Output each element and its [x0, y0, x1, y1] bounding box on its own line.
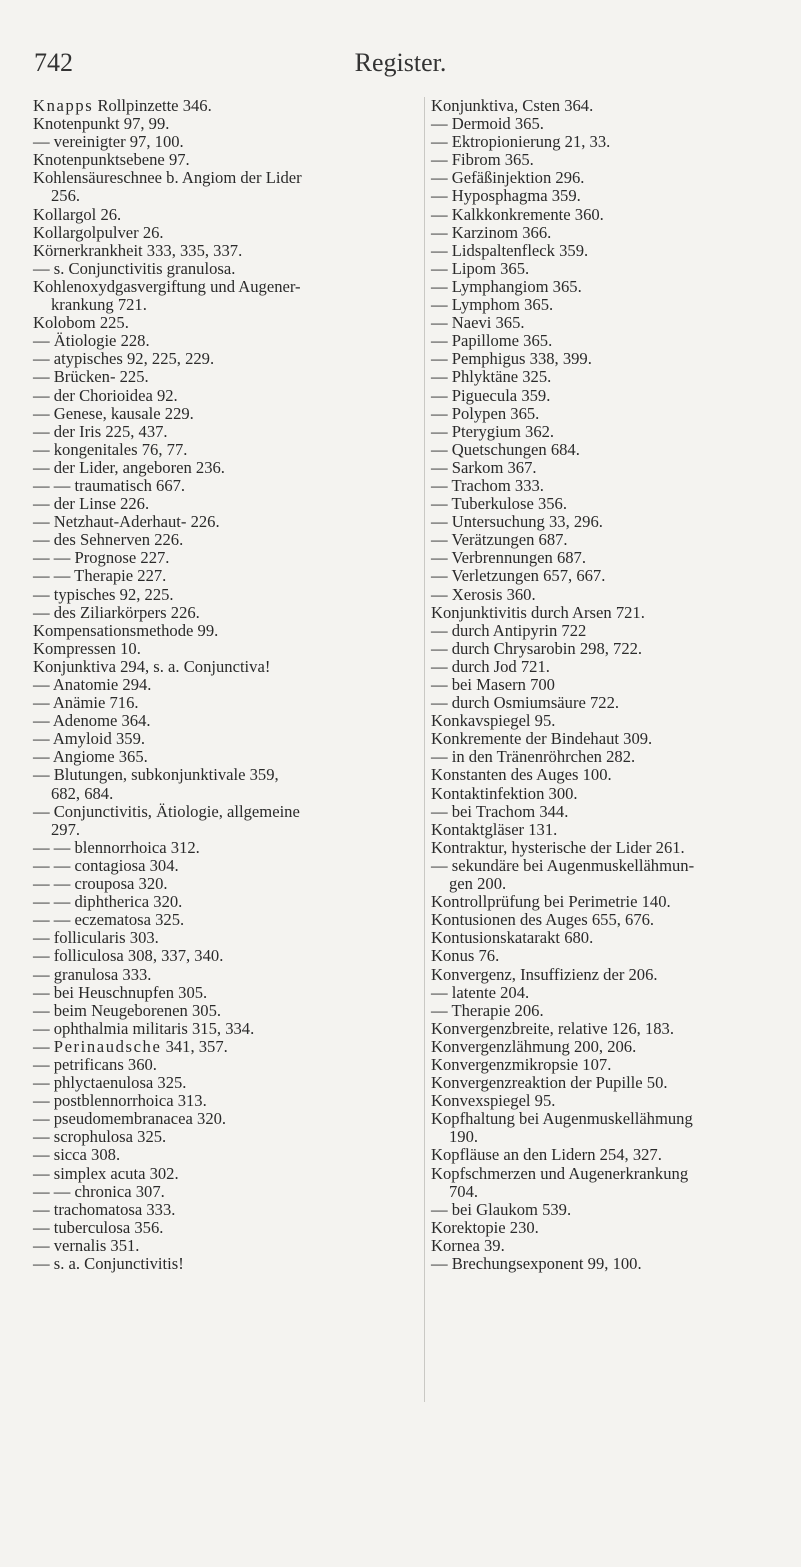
index-entry: — bei Trachom 344. — [431, 801, 569, 821]
index-entry: — — eczematosa 325. — [33, 910, 185, 930]
index-entry: Kontaktinfektion 300. — [431, 783, 578, 803]
index-entry: — Kalkkonkremente 360. — [431, 204, 604, 224]
index-entry: — Lymphangiom 365. — [431, 276, 582, 296]
index-entry-continuation: 704. — [449, 1181, 479, 1201]
index-entry: — Karzinom 366. — [431, 222, 552, 242]
running-title: Register. — [354, 48, 447, 77]
index-entry: — Brücken- 225. — [33, 367, 149, 387]
index-entry: — sekundäre bei Augenmuskellähmun- — [431, 855, 695, 875]
index-entry: — Therapie 206. — [431, 1000, 544, 1020]
index-entry: Kompressen 10. — [33, 638, 141, 658]
index-entry: Konjunktiva 294, s. a. Conjunctiva! — [33, 656, 271, 676]
index-entry: — postblennorrhoica 313. — [33, 1091, 207, 1111]
index-entry: — phlyctaenulosa 325. — [33, 1073, 187, 1093]
index-entry: — Gefäßinjektion 296. — [431, 168, 585, 188]
page-number: 742 — [34, 48, 73, 77]
index-entry: — follicularis 303. — [33, 928, 159, 948]
index-entry: — durch Chrysarobin 298, 722. — [431, 638, 643, 658]
index-entry: — kongenitales 76, 77. — [33, 439, 188, 459]
index-entry: — Amyloid 359. — [33, 729, 146, 749]
index-entry: — Genese, kausale 229. — [33, 403, 194, 423]
index-entry: — Quetschungen 684. — [431, 439, 580, 459]
index-entry: Kontraktur, hysterische der Lider 261. — [431, 837, 685, 857]
index-entry: Konus 76. — [431, 946, 500, 966]
index-entry: — bei Heuschnupfen 305. — [33, 982, 208, 1002]
index-entry: — Verletzungen 657, 667. — [431, 566, 606, 586]
index-entry: Kontrollprüfung bei Perimetrie 140. — [431, 892, 671, 912]
index-entry: Kopfschmerzen und Augenerkrankung — [431, 1163, 689, 1183]
index-entry: — der Chorioidea 92. — [33, 385, 178, 405]
index-entry: — — diphtherica 320. — [33, 892, 183, 912]
index-entry: — — Therapie 227. — [33, 566, 167, 586]
index-entry: — — traumatisch 667. — [33, 475, 186, 495]
index-entry: — petrificans 360. — [33, 1054, 157, 1074]
index-entry: — — blennorrhoica 312. — [33, 837, 200, 857]
index-entry: — Phlyktäne 325. — [431, 367, 552, 387]
index-entry: — Verätzungen 687. — [431, 530, 568, 550]
index-entry: Knotenpunkt 97, 99. — [33, 114, 170, 134]
index-entry-continuation: gen 200. — [449, 874, 507, 894]
index-entry: — der Iris 225, 437. — [33, 421, 168, 441]
index-entry: — Lipom 365. — [431, 258, 530, 278]
index-entry: — s. Conjunctivitis granulosa. — [33, 258, 236, 278]
index-entry: — Pemphigus 338, 399. — [431, 349, 592, 369]
index-entry: — Anatomie 294. — [33, 675, 152, 694]
index-entry: — ophthalmia militaris 315, 334. — [33, 1018, 255, 1038]
index-entry: — pseudomembranacea 320. — [33, 1109, 227, 1129]
index-entry: — Conjunctivitis, Ätiologie, allgemeine — [33, 801, 300, 821]
index-entry: — durch Jod 721. — [431, 656, 550, 676]
index-entry: — des Sehnerven 226. — [33, 530, 184, 550]
index-entry: — Tuberkulose 356. — [431, 494, 567, 514]
index-entry: Korektopie 230. — [431, 1217, 539, 1237]
index-entry: Kopfläuse an den Lidern 254, 327. — [431, 1145, 662, 1165]
index-entry: Kompensationsmethode 99. — [33, 620, 219, 640]
index-entry: — Pterygium 362. — [431, 421, 555, 441]
index-entry: — atypisches 92, 225, 229. — [33, 349, 215, 369]
index-column-left — [33, 97, 415, 1273]
index-entry: Konstanten des Auges 100. — [431, 765, 612, 785]
index-entry: — Perinaudsche 341, 357. — [33, 1036, 228, 1056]
index-entry: — beim Neugeborenen 305. — [33, 1000, 222, 1020]
index-entry: — Ektropionierung 21, 33. — [431, 132, 611, 152]
index-entry: — Brechungsexponent 99, 100. — [431, 1254, 642, 1273]
index-entry: Kolobom 225. — [33, 313, 129, 333]
index-entry: Konkavspiegel 95. — [431, 711, 556, 731]
index-entry: Kornea 39. — [431, 1235, 505, 1255]
index-entry: — Angiome 365. — [33, 747, 148, 767]
index-entry: Konvergenzlähmung 200, 206. — [431, 1036, 637, 1056]
index-entry: — in den Tränenröhrchen 282. — [431, 747, 636, 767]
index-entry: — typisches 92, 225. — [33, 584, 174, 604]
index-entry: Konvergenzreaktion der Pupille 50. — [431, 1073, 668, 1093]
index-entry: Konvexspiegel 95. — [431, 1091, 556, 1111]
index-entry: Kollargol 26. — [33, 204, 122, 224]
index-entry: — Verbrennungen 687. — [431, 548, 586, 568]
index-entry: Kopfhaltung bei Augenmuskellähmung — [431, 1109, 693, 1129]
index-entry: Kohlensäureschnee b. Angiom der Lider — [33, 168, 302, 188]
index-entry: — Xerosis 360. — [431, 584, 536, 604]
index-entry: — Piguecula 359. — [431, 385, 551, 405]
index-entry-continuation: 256. — [51, 186, 81, 206]
index-entry: Kontusionen des Auges 655, 676. — [431, 910, 655, 930]
index-entry: — Sarkom 367. — [431, 457, 537, 477]
index-entry: — — Prognose 227. — [33, 548, 170, 568]
index-entry: — Blutungen, subkonjunktivale 359, — [33, 765, 279, 785]
index-entry: — Trachom 333. — [431, 475, 544, 495]
index-entry: — Lymphom 365. — [431, 295, 554, 315]
index-entry: — Dermoid 365. — [431, 114, 544, 134]
index-entry: Kontusionskatarakt 680. — [431, 928, 594, 948]
index-entry: Konjunktiva, Csten 364. — [431, 96, 594, 115]
index-entry: Knapps Rollpinzette 346. — [33, 96, 212, 115]
index-entry: — Fibrom 365. — [431, 150, 534, 170]
index-entry: — bei Masern 700 — [431, 675, 555, 694]
index-entry: — simplex acuta 302. — [33, 1163, 179, 1183]
index-entry: — — contagiosa 304. — [33, 855, 179, 875]
index-entry: Kontaktgläser 131. — [431, 819, 558, 839]
index-entry: — sicca 308. — [33, 1145, 121, 1165]
index-entry-continuation: 682, 684. — [51, 783, 114, 803]
index-entry: — — chronica 307. — [33, 1181, 165, 1201]
index-entry: — bei Glaukom 539. — [431, 1199, 572, 1219]
index-entry: — Polypen 365. — [431, 403, 540, 423]
index-entry: — granulosa 333. — [33, 964, 152, 984]
index-entry: — durch Osmiumsäure 722. — [431, 693, 620, 713]
index-column-right — [424, 97, 783, 1402]
index-entry: — tuberculosa 356. — [33, 1217, 164, 1237]
index-entry: Konjunktivitis durch Arsen 721. — [431, 602, 645, 622]
page-header — [34, 48, 767, 82]
index-entry: Kollargolpulver 26. — [33, 222, 164, 242]
index-entry: — Ätiologie 228. — [33, 331, 150, 351]
index-entry: Knotenpunktsebene 97. — [33, 150, 190, 170]
index-entry: Konvergenzbreite, relative 126, 183. — [431, 1018, 674, 1038]
index-entry: — Anämie 716. — [33, 693, 139, 713]
index-entry: — Hyposphagma 359. — [431, 186, 581, 206]
index-entry: Konvergenzmikropsie 107. — [431, 1054, 612, 1074]
index-entry: Kohlenoxydgasvergiftung und Augener- — [33, 276, 301, 296]
index-entry: — vereinigter 97, 100. — [33, 132, 184, 152]
index-entry: — vernalis 351. — [33, 1235, 140, 1255]
index-entry: — Papillome 365. — [431, 331, 553, 351]
index-entry: — Adenome 364. — [33, 711, 151, 731]
index-entry: — der Lider, angeboren 236. — [33, 457, 225, 477]
index-entry: — — crouposa 320. — [33, 874, 168, 894]
index-entry: — Untersuchung 33, 296. — [431, 512, 603, 532]
index-entry: — Lidspaltenfleck 359. — [431, 240, 589, 260]
index-entry: Konkremente der Bindehaut 309. — [431, 729, 653, 749]
index-entry: — s. a. Conjunctivitis! — [33, 1254, 184, 1273]
index-entry: — Netzhaut-Aderhaut- 226. — [33, 512, 220, 532]
index-entry: Konvergenz, Insuffizienz der 206. — [431, 964, 658, 984]
index-entry: — Naevi 365. — [431, 313, 525, 333]
index-entry: Körnerkrankheit 333, 335, 337. — [33, 240, 243, 260]
index-entry: — der Linse 226. — [33, 494, 150, 514]
index-entry-continuation: krankung 721. — [51, 295, 147, 315]
index-entry: — scrophulosa 325. — [33, 1127, 167, 1147]
index-entry: — durch Antipyrin 722 — [431, 620, 587, 640]
index-entry-continuation: 190. — [449, 1127, 479, 1147]
index-entry: — des Ziliarkörpers 226. — [33, 602, 200, 622]
index-entry: — folliculosa 308, 337, 340. — [33, 946, 224, 966]
index-entry: — latente 204. — [431, 982, 530, 1002]
index-entry-continuation: 297. — [51, 819, 81, 839]
index-entry: — trachomatosa 333. — [33, 1199, 176, 1219]
